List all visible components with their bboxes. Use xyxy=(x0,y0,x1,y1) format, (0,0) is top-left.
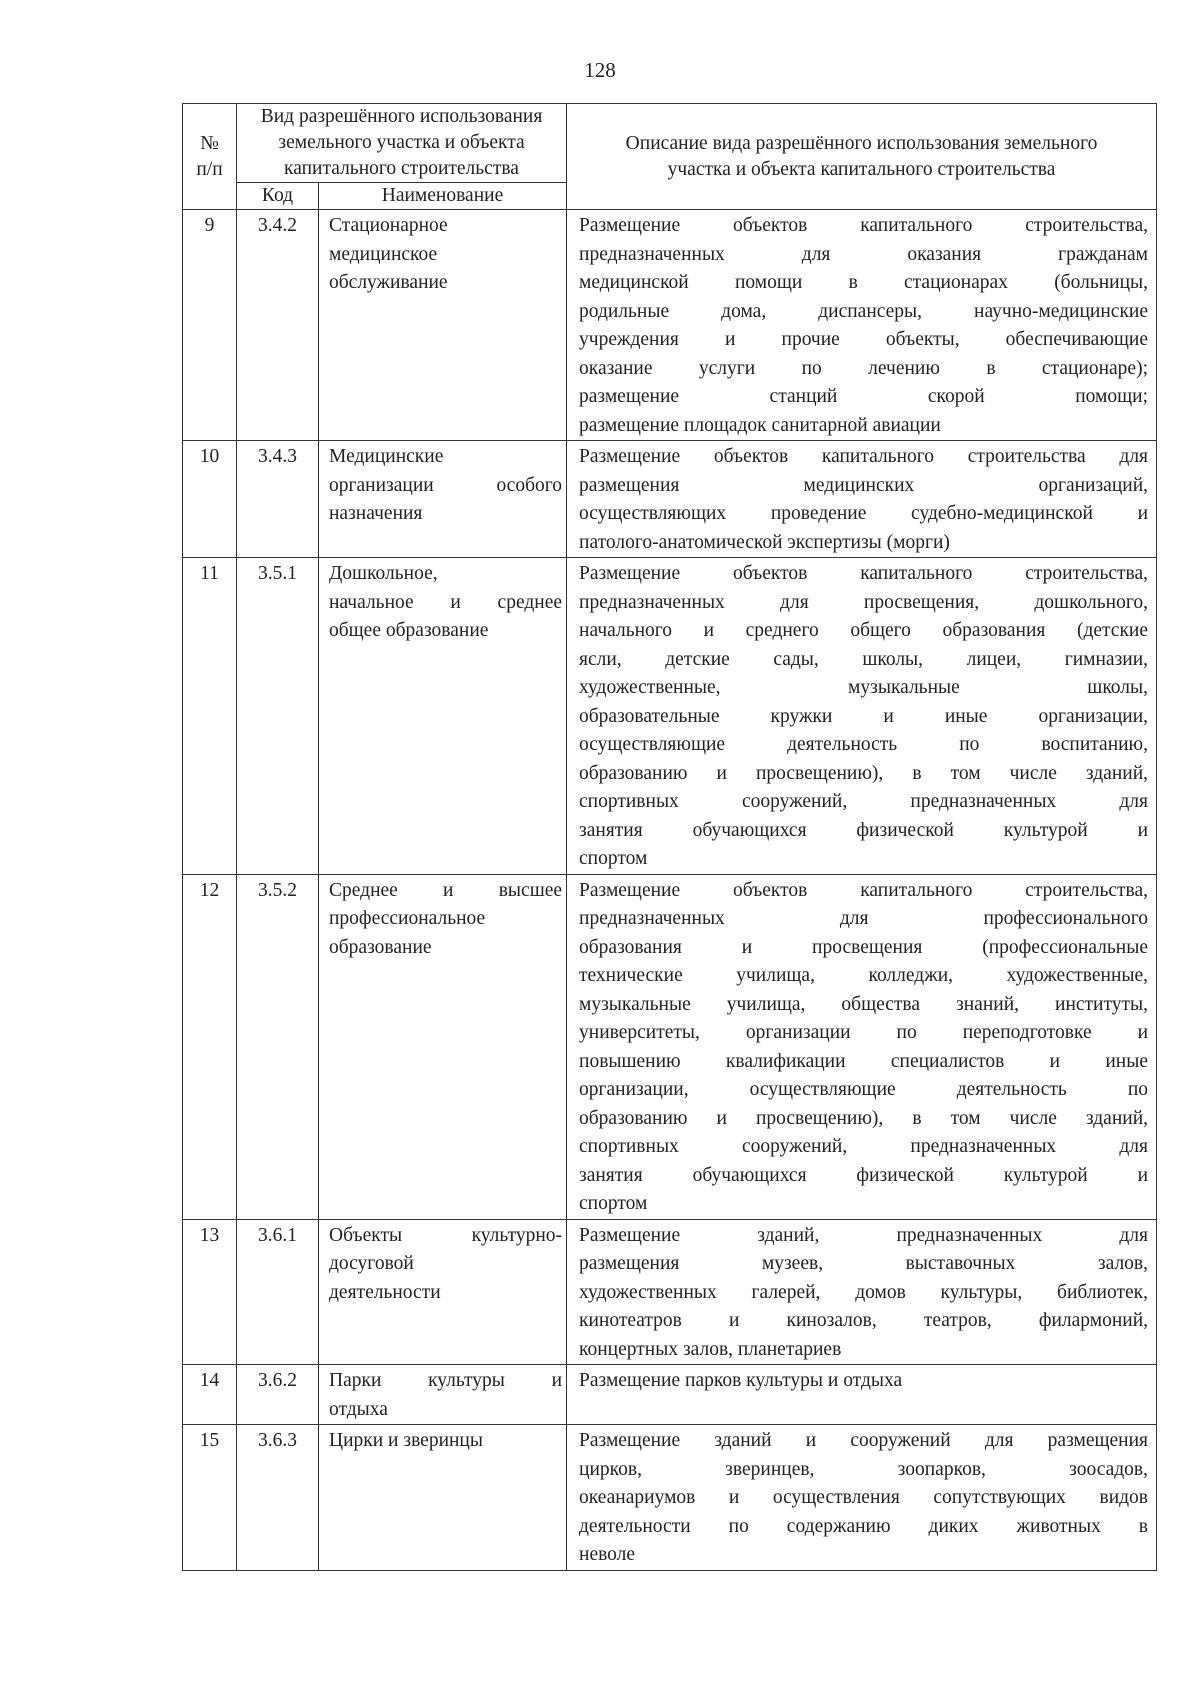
header-name: Наименование xyxy=(319,183,567,210)
row-code: 3.4.2 xyxy=(237,210,319,441)
row-description-line: цирков, зверинцев, зоопарков, зоосадов, xyxy=(579,1458,1149,1480)
row-description xyxy=(567,1425,1157,1571)
row-name-line: Объекты культурно- xyxy=(329,1224,563,1246)
row-description-line: университеты, организации по переподготовке и xyxy=(579,1022,1149,1043)
row-description-line: размещение площадок санитарной авиации xyxy=(579,414,941,436)
row-description-line: художественных галерей, домов культуры, библиотек, xyxy=(579,1281,1149,1303)
row-description-line: родильные дома, диспансеры, научно-медицинские xyxy=(579,300,1149,322)
row-number: 15 xyxy=(183,1425,237,1571)
row-description-line: Размещение зданий и сооружений для размещения xyxy=(579,1430,1149,1451)
row-description-line: учреждения и прочие объекты, обеспечивающие xyxy=(579,329,1149,350)
row-description-line: образованию и просвещению), в том числе зданий, xyxy=(579,762,1149,784)
row-description-line: Размещение объектов капитального строительства, xyxy=(579,563,1149,584)
header-code: Код xyxy=(237,183,319,210)
row-description-line: размещения музеев, выставочных залов, xyxy=(579,1253,1149,1274)
table-row xyxy=(183,558,1157,875)
row-name xyxy=(319,558,567,875)
row-description-line: размещение станций скорой помощи; xyxy=(579,386,1149,407)
row-name-line: общее образование xyxy=(329,620,489,641)
row-description-line: спортивных сооружений, предназначенных для xyxy=(579,1136,1149,1157)
row-description-line: технические училища, колледжи, художественные, xyxy=(579,965,1149,986)
row-description-line: предназначенных для профессионального xyxy=(579,908,1149,929)
row-code: 3.6.2 xyxy=(237,1365,319,1425)
header-description: Описание вида разрешённого использования земельного участка и объекта капитального строительства xyxy=(567,104,1157,210)
row-description-line: оказание услуги по лечению в стационаре); xyxy=(579,357,1149,379)
row-name-line: деятельности xyxy=(329,1281,441,1303)
row-description xyxy=(567,558,1157,875)
row-description-line: Размещение объектов капитального строительства для xyxy=(579,446,1149,467)
table-header xyxy=(183,104,1157,210)
row-name xyxy=(319,1219,567,1365)
row-description-line: кинотеатров и кинозалов, театров, филармоний, xyxy=(579,1310,1149,1331)
row-number: 12 xyxy=(183,874,237,1219)
row-name-line: Парки культуры и xyxy=(329,1370,563,1391)
table-body xyxy=(183,210,1157,1571)
row-description-line: образовательные кружки и иные организации, xyxy=(579,705,1149,727)
row-description-line: концертных залов, планетариев xyxy=(579,1338,842,1360)
row-name xyxy=(319,441,567,558)
row-description-line: образованию и просвещению), в том числе зданий, xyxy=(579,1107,1149,1129)
row-description-line: образования и просвещения (профессиональные xyxy=(579,936,1149,958)
row-code: 3.5.1 xyxy=(237,558,319,875)
row-description-line: осуществляющих проведение судебно-медицинской и xyxy=(579,503,1149,524)
row-description xyxy=(567,874,1157,1219)
row-description xyxy=(567,1365,1157,1425)
row-name-line: назначения xyxy=(329,503,423,524)
row-name-line: медицинское xyxy=(329,243,438,265)
row-name-line: отдыха xyxy=(329,1398,388,1420)
row-code: 3.4.3 xyxy=(237,441,319,558)
row-description-line: начального и среднего общего образования (детские xyxy=(579,620,1149,641)
row-description-line: художественные, музыкальные школы, xyxy=(579,677,1149,698)
table-row xyxy=(183,441,1157,558)
row-description-line: Размещение зданий, предназначенных для xyxy=(579,1224,1149,1246)
row-description xyxy=(567,441,1157,558)
row-description-line: спортом xyxy=(579,1193,648,1214)
row-number: 9 xyxy=(183,210,237,441)
row-code: 3.6.3 xyxy=(237,1425,319,1571)
row-description-line: океанариумов и осуществления сопутствующих видов xyxy=(579,1487,1149,1508)
land-use-table xyxy=(182,103,1157,1571)
row-code: 3.6.1 xyxy=(237,1219,319,1365)
row-code: 3.5.2 xyxy=(237,874,319,1219)
row-number: 11 xyxy=(183,558,237,875)
row-name-line: обслуживание xyxy=(329,272,448,293)
row-name-line: Среднее и высшее xyxy=(329,879,563,901)
row-description-line: осуществляющие деятельность по воспитанию, xyxy=(579,734,1149,755)
row-description xyxy=(567,1219,1157,1365)
row-description-line: предназначенных для оказания гражданам xyxy=(579,243,1149,265)
row-description-line: патолого-анатомической экспертизы (морги) xyxy=(579,531,950,553)
page-number: 128 xyxy=(584,58,616,82)
row-number: 13 xyxy=(183,1219,237,1365)
row-description-line: медицинской помощи в стационарах (больницы, xyxy=(579,272,1149,293)
table-row xyxy=(183,1425,1157,1571)
row-name-line: Цирки и зверинцы xyxy=(329,1430,483,1451)
row-description-line: спортивных сооружений, предназначенных для xyxy=(579,791,1149,812)
header-number: № п/п xyxy=(183,104,237,210)
row-description-line: ясли, детские сады, школы, лицеи, гимназии, xyxy=(579,648,1149,670)
row-description-line: организации, осуществляющие деятельность по xyxy=(579,1079,1149,1100)
row-name xyxy=(319,1365,567,1425)
row-description-line: Размещение объектов капитального строительства, xyxy=(579,215,1149,236)
row-name-line: Медицинские xyxy=(329,446,444,467)
row-description-line: Размещение парков культуры и отдыха xyxy=(579,1370,903,1391)
row-name-line: организации особого xyxy=(329,474,563,496)
header-use-type: Вид разрешённого использования земельного участка и объекта капитального строительства xyxy=(237,104,567,183)
row-name-line: начальное и среднее xyxy=(329,591,563,613)
row-number: 14 xyxy=(183,1365,237,1425)
row-description-line: предназначенных для просвещения, дошкольного, xyxy=(579,591,1149,613)
table-row xyxy=(183,210,1157,441)
row-description-line: повышению квалификации специалистов и иные xyxy=(579,1050,1149,1072)
table-row xyxy=(183,874,1157,1219)
table-row xyxy=(183,1365,1157,1425)
row-description-line: деятельности по содержанию диких животных в xyxy=(579,1515,1149,1537)
row-description-line: размещения медицинских организаций, xyxy=(579,474,1149,496)
row-description-line: Размещение объектов капитального строительства, xyxy=(579,879,1149,901)
row-name-line: Стационарное xyxy=(329,215,448,236)
row-name xyxy=(319,874,567,1219)
row-description-line: музыкальные училища, общества знаний, институты, xyxy=(579,993,1149,1015)
row-name xyxy=(319,1425,567,1571)
row-name-line: Дошкольное, xyxy=(329,563,438,584)
row-description-line: спортом xyxy=(579,848,648,869)
row-name-line: образование xyxy=(329,936,432,958)
row-description xyxy=(567,210,1157,441)
row-name-line: профессиональное xyxy=(329,908,486,929)
row-name-line: досуговой xyxy=(329,1253,414,1274)
row-number: 10 xyxy=(183,441,237,558)
row-description-line: занятия обучающихся физической культурой и xyxy=(579,1164,1149,1186)
row-name xyxy=(319,210,567,441)
row-description-line: неволе xyxy=(579,1544,636,1565)
table-row xyxy=(183,1219,1157,1365)
row-description-line: занятия обучающихся физической культурой и xyxy=(579,819,1149,841)
